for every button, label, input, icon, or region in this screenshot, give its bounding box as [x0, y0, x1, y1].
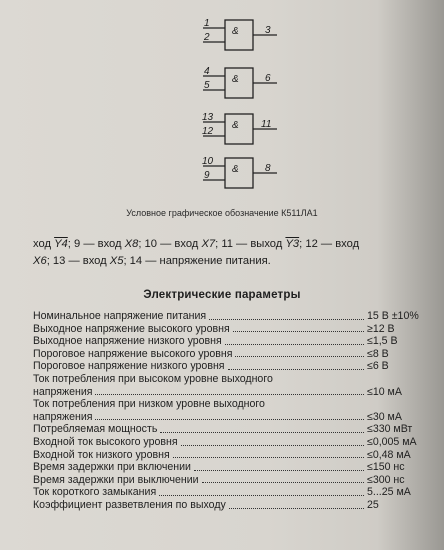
gate-3-body — [225, 114, 253, 144]
param-value: 25 — [367, 498, 379, 511]
param-value: 15 В ±10% — [367, 310, 419, 322]
pinout-text: ; 11 — выход — [215, 238, 286, 250]
signal-x6: X6 — [33, 255, 47, 267]
param-row — [33, 411, 441, 424]
gate-4-pin-out: 8 — [265, 163, 271, 174]
diagram-caption: Условное графическое обозначение К511ЛА1 — [126, 208, 318, 218]
param-name: Ток потребления при низком уровне выходного — [33, 398, 265, 411]
gate-4-body — [225, 158, 253, 188]
param-name: Коэффициент разветвления по выходу — [33, 498, 226, 511]
leader-dots — [194, 470, 364, 471]
param-name: Ток короткого замыкания — [33, 486, 157, 499]
gate-2-body — [225, 68, 253, 98]
param-value: ≤30 мА — [367, 410, 402, 423]
gate-4-pin-in2: 9 — [204, 170, 210, 181]
param-value: ≤0,48 мА — [367, 448, 411, 461]
gate-1-pin-in2: 2 — [204, 32, 210, 43]
param-value: ≤300 нс — [367, 473, 405, 486]
leader-dots — [181, 445, 364, 446]
param-row — [33, 423, 441, 436]
param-name: Входной ток высокого уровня — [33, 435, 178, 448]
signal-x5: X5 — [109, 255, 124, 267]
param-row — [33, 386, 441, 399]
param-name: Выходное напряжение низкого уровня — [33, 335, 222, 348]
gate-2-symbol: & — [232, 74, 239, 85]
param-row — [33, 310, 441, 323]
param-name: Время задержки при включении — [33, 461, 191, 474]
param-value: ≤1,5 В — [367, 335, 398, 348]
param-row — [33, 360, 441, 373]
logic-gate-schematic — [185, 10, 295, 210]
param-name: Ток потребления при высоком уровне выходного — [33, 372, 273, 385]
param-name: напряжения — [33, 385, 93, 398]
param-name: Выходное напряжение высокого уровня — [33, 322, 230, 335]
param-name: Входной ток низкого уровня — [33, 448, 170, 461]
leader-dots — [225, 344, 364, 345]
pinout-description — [33, 236, 438, 270]
param-value: ≤8 В — [367, 347, 389, 360]
param-name: напряжения — [33, 410, 93, 423]
signal-x8: X8 — [124, 238, 139, 250]
pinout-text: ; 14 — напряжение питания. — [123, 255, 271, 267]
gate-1-body — [225, 20, 253, 50]
gate-1-symbol: & — [232, 26, 239, 37]
param-row — [33, 335, 441, 348]
param-value: ≤150 нс — [367, 461, 405, 474]
gate-3-pin-in2: 12 — [202, 126, 214, 137]
param-name: Пороговое напряжение низкого уровня — [33, 360, 225, 373]
leader-dots — [160, 432, 364, 433]
param-row — [33, 461, 441, 474]
leader-dots — [235, 356, 364, 357]
pinout-text: ; 9 — вход — [67, 238, 125, 250]
gate-1-pin-out: 3 — [265, 25, 271, 36]
pinout-text: ход — [33, 238, 55, 250]
param-row — [33, 373, 441, 386]
leader-dots — [95, 419, 364, 420]
pinout-text: ; 10 — вход — [138, 238, 202, 250]
gate-1-pin-in1: 1 — [204, 18, 210, 29]
param-row — [33, 323, 441, 336]
leader-dots — [233, 331, 364, 332]
gate-3-pin-in1: 13 — [202, 112, 214, 123]
param-name: Номинальное напряжение питания — [33, 310, 207, 322]
param-row — [33, 449, 441, 462]
param-value: ≤0,005 мА — [367, 435, 417, 448]
leader-dots — [228, 369, 364, 370]
gate-2-pin-in2: 5 — [204, 80, 210, 91]
gate-4-pin-in1: 10 — [202, 156, 214, 167]
gate-2-pin-out: 6 — [265, 73, 271, 84]
pinout-text: ; 13 — вход — [46, 255, 110, 267]
param-row — [33, 486, 441, 499]
leader-dots — [95, 394, 364, 395]
param-value: 5...25 мА — [367, 486, 411, 499]
gate-4-symbol: & — [232, 164, 239, 175]
leader-dots — [229, 508, 364, 509]
leader-dots — [209, 319, 364, 320]
parameters-list — [33, 310, 441, 512]
gate-3-pin-out: 11 — [261, 119, 272, 130]
param-name: Время задержки при выключении — [33, 473, 199, 486]
section-title: Электрические параметры — [143, 289, 301, 301]
gate-2-pin-in1: 4 — [204, 66, 210, 77]
param-name: Потребляемая мощность — [33, 423, 158, 436]
param-row — [33, 436, 441, 449]
leader-dots — [159, 495, 364, 496]
param-row — [33, 499, 441, 512]
param-row — [33, 348, 441, 361]
param-value: ≤6 В — [367, 360, 389, 373]
param-value: ≤330 мВт — [367, 423, 413, 436]
param-name: Пороговое напряжение высокого уровня — [33, 347, 233, 360]
signal-y4: Y4 — [54, 238, 68, 250]
param-value: ≤10 мА — [367, 385, 402, 398]
signal-x7: X7 — [201, 238, 216, 250]
param-value: ≥12 В — [367, 322, 395, 335]
param-row — [33, 398, 441, 411]
leader-dots — [202, 482, 364, 483]
gate-3-symbol: & — [232, 120, 239, 131]
leader-dots — [173, 457, 364, 458]
param-row — [33, 474, 441, 487]
pinout-text: ; 12 — вход — [299, 238, 360, 250]
signal-y3: Y3 — [285, 238, 300, 250]
